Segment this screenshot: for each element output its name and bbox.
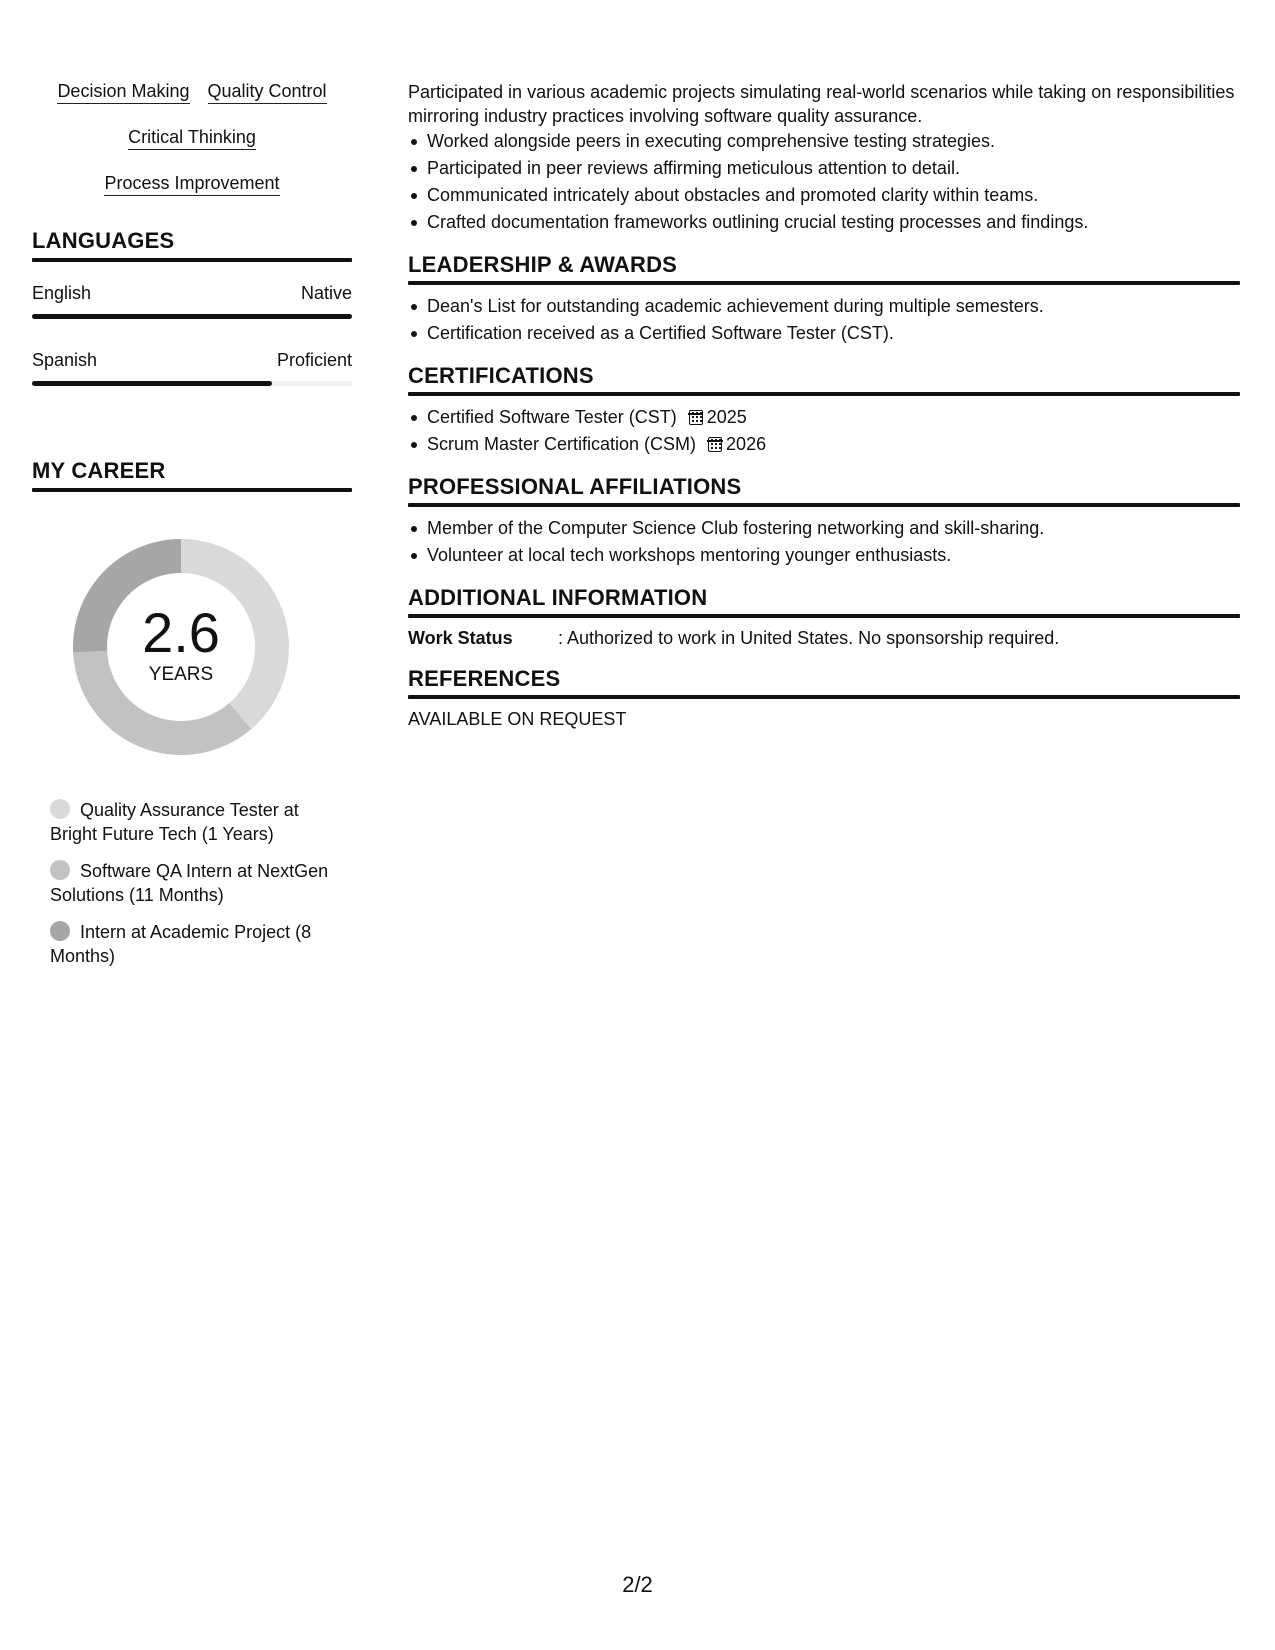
- legend-swatch: [50, 921, 70, 941]
- legend-label: Software QA Intern at NextGen Solutions (11 Months): [50, 861, 329, 905]
- career-legend: [50, 798, 330, 968]
- section-rule: [408, 695, 1240, 699]
- affiliations-section: [408, 474, 1240, 569]
- language-header: [32, 349, 352, 371]
- section-rule: [408, 503, 1240, 507]
- page-number: 2/2: [622, 1572, 653, 1597]
- skill-tag: Process Improvement: [104, 172, 279, 196]
- language-item: [32, 282, 352, 319]
- references-text: AVAILABLE ON REQUEST: [408, 709, 627, 729]
- skill-tag: Quality Control: [208, 80, 327, 104]
- work-status-label: Work Status: [408, 628, 513, 648]
- bullet-item: Member of the Computer Science Club fostering networking and skill-sharing.: [408, 515, 1240, 542]
- legend-swatch: [50, 860, 70, 880]
- bullet-item: Communicated intricately about obstacles and promoted clarity within teams.: [408, 182, 1240, 209]
- experience-intro: Participated in various academic projects simulating real-world scenarios while taking on responsibilities mirroring industry practices involving software quality assurance.: [408, 82, 1235, 126]
- section-title: MY CAREER: [32, 458, 166, 483]
- career-donut: [66, 532, 296, 762]
- certification-name: Certified Software Tester (CST): [427, 407, 677, 427]
- certification-item: [408, 431, 1240, 458]
- legend-label: Quality Assurance Tester at Bright Future Tech (1 Years): [50, 800, 299, 844]
- affiliation-bullets: [408, 515, 1240, 569]
- section-rule: [408, 392, 1240, 396]
- language-name: Spanish: [32, 350, 98, 370]
- left-column: [32, 80, 352, 981]
- certifications-section: [408, 363, 1240, 458]
- section-rule: [408, 281, 1240, 285]
- language-bar-track: [32, 381, 352, 386]
- bullet-item: Worked alongside peers in executing comprehensive testing strategies.: [408, 128, 1240, 155]
- calendar-icon: [689, 410, 703, 425]
- legend-item: [50, 859, 330, 907]
- legend-item: [50, 920, 330, 968]
- bullet-item: Volunteer at local tech workshops mentoring younger enthusiasts.: [408, 542, 1240, 569]
- bullet-item: Participated in peer reviews affirming meticulous attention to detail.: [408, 155, 1240, 182]
- certification-name: Scrum Master Certification (CSM): [427, 434, 697, 454]
- legend-swatch: [50, 799, 70, 819]
- section-rule: [32, 258, 352, 262]
- section-title: ADDITIONAL INFORMATION: [408, 585, 708, 610]
- leadership-bullets: [408, 293, 1240, 347]
- skill-row: [32, 126, 352, 150]
- section-title: REFERENCES: [408, 666, 561, 691]
- career-section: [32, 458, 352, 968]
- skills-section: [32, 80, 352, 196]
- right-column: [408, 80, 1240, 731]
- leadership-section: [408, 252, 1240, 347]
- work-status-row: [408, 626, 1240, 650]
- section-rule: [408, 614, 1240, 618]
- legend-label: Intern at Academic Project (8 Months): [50, 922, 312, 966]
- language-level: Native: [300, 283, 352, 303]
- certification-year: 2025: [706, 407, 747, 427]
- career-total-unit: YEARS: [148, 664, 214, 685]
- legend-item: [50, 798, 330, 846]
- language-level: Proficient: [276, 350, 352, 370]
- language-header: [32, 282, 352, 304]
- career-total-value: 2.6: [142, 601, 220, 664]
- section-title: LANGUAGES: [32, 228, 175, 253]
- language-name: English: [32, 283, 92, 303]
- section-title: LEADERSHIP & AWARDS: [408, 252, 678, 277]
- calendar-icon: [708, 437, 722, 452]
- bullet-item: Dean's List for outstanding academic achievement during multiple semesters.: [408, 293, 1240, 320]
- certification-year: 2026: [726, 434, 767, 454]
- work-status-value: : Authorized to work in United States. No sponsorship required.: [558, 628, 1060, 648]
- language-item: [32, 349, 352, 386]
- bullet-item: Crafted documentation frameworks outlining crucial testing processes and findings.: [408, 209, 1240, 236]
- certification-list: [408, 404, 1240, 458]
- language-bar-fill: [32, 314, 352, 319]
- skill-tag: Decision Making: [57, 80, 189, 104]
- certification-item: [408, 404, 1240, 431]
- section-title: CERTIFICATIONS: [408, 363, 594, 388]
- bullet-item: Certification received as a Certified Software Tester (CST).: [408, 320, 1240, 347]
- additional-info-section: [408, 585, 1240, 650]
- skill-row: [32, 80, 352, 104]
- skill-row: [32, 172, 352, 196]
- experience-bullets: [408, 128, 1240, 236]
- language-bar-fill: [32, 381, 272, 386]
- languages-section: [32, 228, 352, 386]
- skill-tag: Critical Thinking: [128, 126, 256, 150]
- donut-center: [66, 601, 296, 686]
- references-section: [408, 666, 1240, 731]
- section-title: PROFESSIONAL AFFILIATIONS: [408, 474, 742, 499]
- language-bar-track: [32, 314, 352, 319]
- section-rule: [32, 488, 352, 492]
